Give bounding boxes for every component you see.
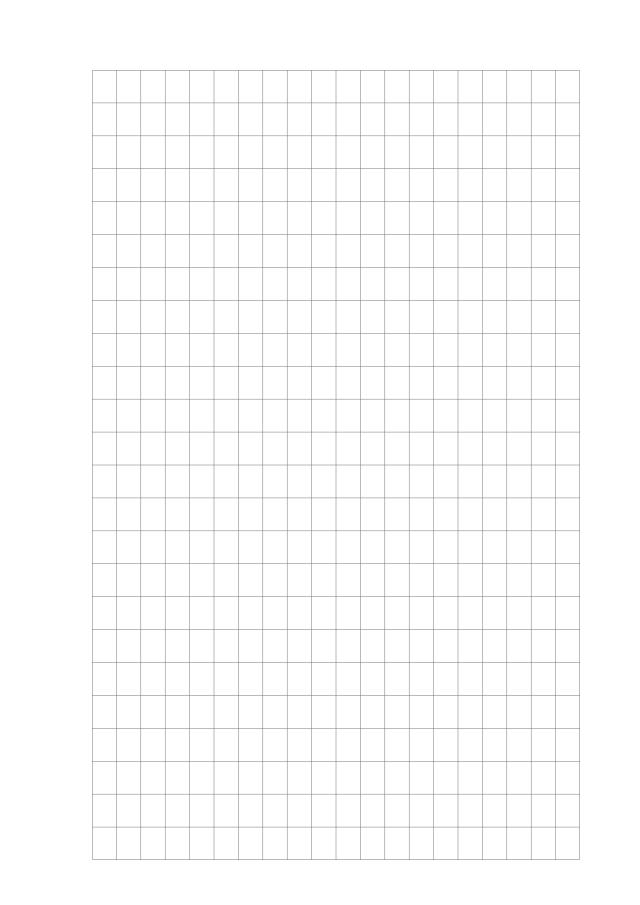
rotated-data-table: [92, 70, 580, 860]
